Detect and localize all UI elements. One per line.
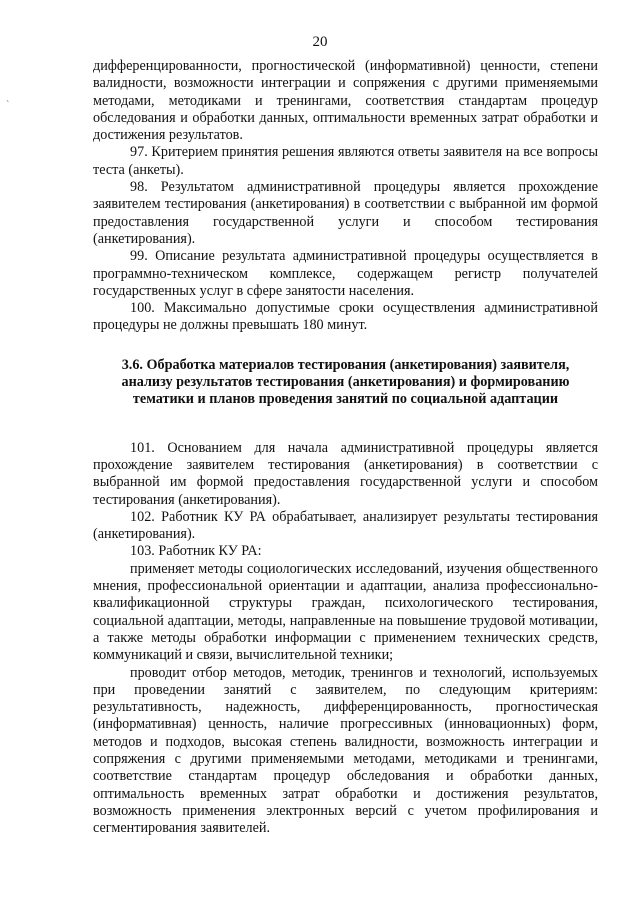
paragraph-103-methods: применяет методы социологических исследований, изучения общественного мнения, профессиональной ориентации и адаптации, анализа профессионально-квалификационной структуры граждан, психологического тестирования, социальной адаптации, методы, направленные на повышение трудовой мотивации, а также методы обработки информации с применением технических средств, коммуникаций и связи, вычислительной техники; — [93, 560, 598, 664]
paragraph-103-selection: проводит отбор методов, методик, тренингов и технологий, используемых при проведении занятий с заявителем, по следующим критериям: результативность, надежность, дифференцированность, прогностическая (информативная) ценность, наличие прогрессивных (инновационных) форм, методов и подходов, высокая степень валидности, возможность интеграции и сопряжения с другими применяемыми методами, методиками и тренингами, соответствие стандартам процедур обследования и обработки данных, оптимальность временных затрат обработки и достижения результатов, возможность применения электронных версий с учетом профилирования и сегментирования заявителей. — [93, 664, 598, 837]
paragraph-103: 103. Работник КУ РА: — [130, 543, 262, 560]
paragraph-100: 100. Максимально допустимые сроки осуществления административной процедуры не должны превышать 180 минут. — [93, 300, 598, 334]
paragraph-102: 102. Работник КУ РА обрабатывает, анализирует результаты тестирования (анкетирования). — [93, 508, 598, 543]
paragraph-97: 97. Критерием принятия решения являются ответы заявителя на все вопросы теста (анкеты). — [93, 144, 598, 178]
section-heading: 3.6. Обработка материалов тестирования (анкетирования) заявителя, анализу результатов тестирования (анкетирования) и формированию тематики и планов проведения занятий по социальной адаптации — [121, 356, 570, 408]
paragraph-99: 99. Описание результата административной процедуры осуществляется в программно-техническом комплексе, содержащем регистр получателей государственных услуг в сфере занятости населения. — [93, 248, 598, 299]
paragraph-101: 101. Основанием для начала административной процедуры является прохождение заявителем тестирования (анкетирования) в соответствии с выбранной им формой предоставления государственной услуги и способом тестирования (анкетирования). — [93, 439, 598, 508]
paragraph-continuation: дифференцированности, прогностической (информативной) ценности, степени валидности, возможности интеграции и сопряжения с другими применяемыми методами, методиками и тренингами, соответствия стандартам процедур обследования и обработки данных, оптимальности временных затрат обработки и достижения результатов. — [93, 58, 598, 144]
paragraph-98: 98. Результатом административной процедуры является прохождение заявителем тестирования (анкетирования) в соответствии с выбранной им формой предоставления государственной услуги и способом тестирования (анкетирования). — [93, 179, 598, 247]
document-body — [93, 58, 598, 837]
margin-mark: ` — [6, 100, 10, 111]
page-number: 20 — [312, 34, 328, 50]
